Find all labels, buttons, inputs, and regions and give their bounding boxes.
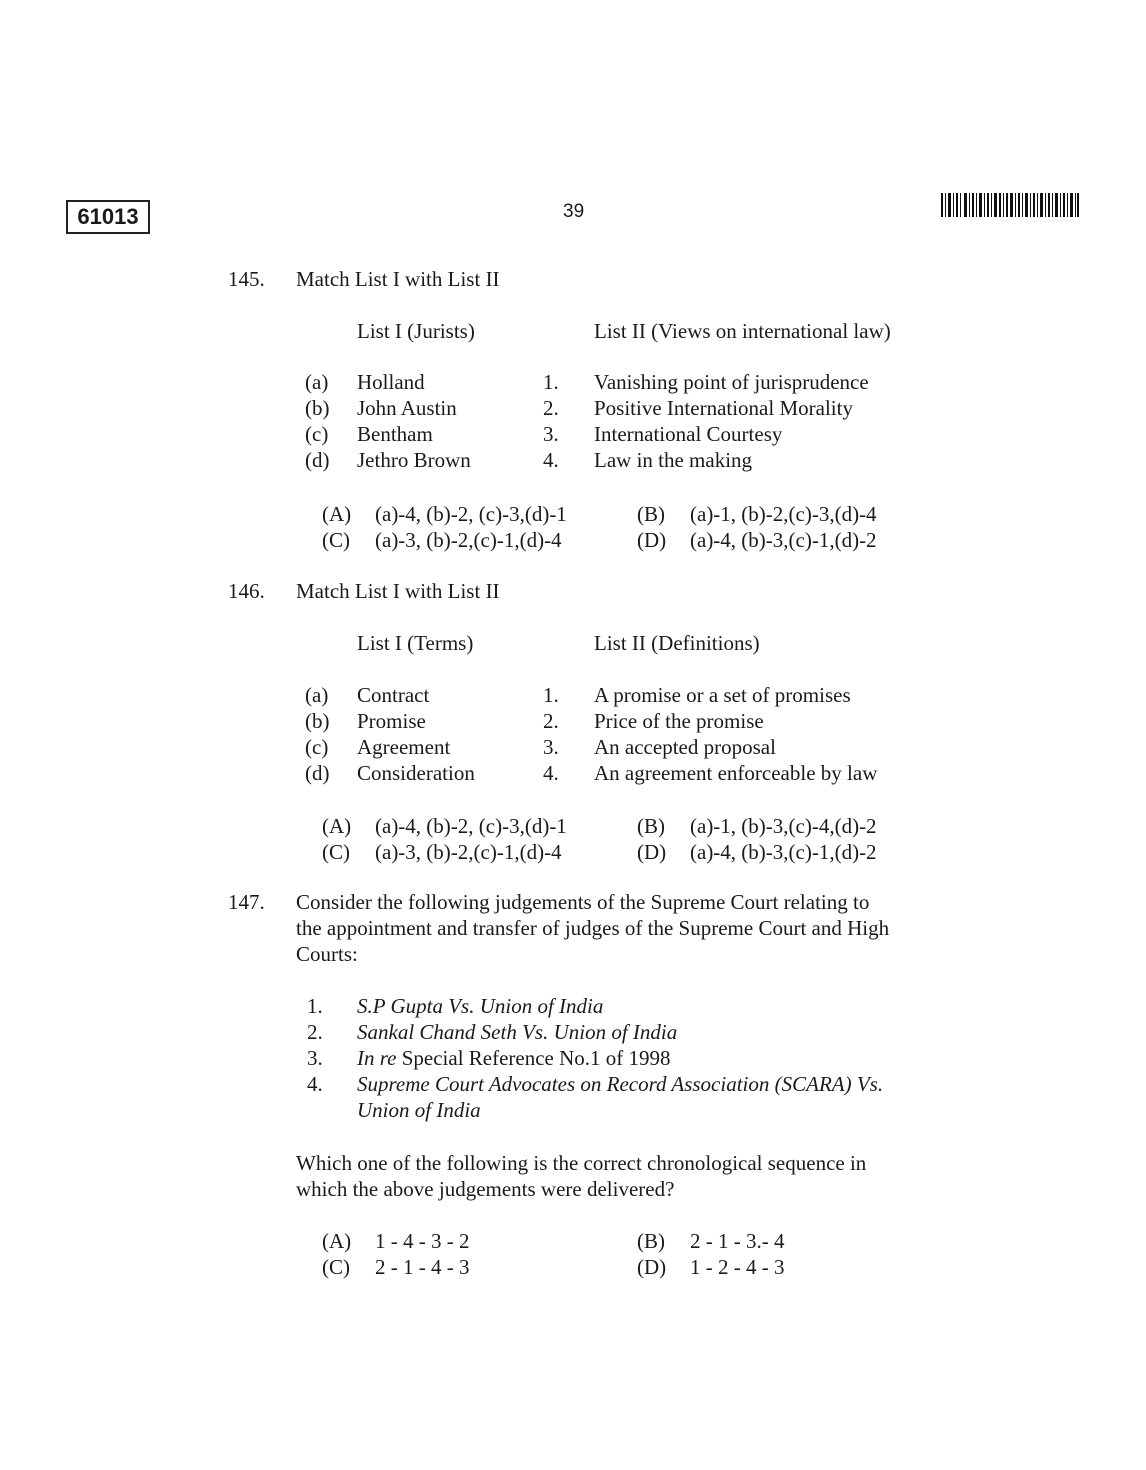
option-label: (D): [637, 840, 667, 864]
option-text: (a)-4, (b)-2, (c)-3,(d)-1: [375, 502, 567, 526]
row-term: Jethro Brown: [357, 448, 471, 472]
question-intro-line: Consider the following judgements of the Supreme Court relating to: [296, 890, 870, 914]
row-term: Bentham: [357, 422, 433, 446]
question-number: 146.: [228, 579, 265, 603]
row-definition: Positive International Morality: [594, 396, 853, 420]
question-number: 145.: [228, 267, 265, 291]
option-text: (a)-4, (b)-3,(c)-1,(d)-2: [690, 840, 877, 864]
option-label: (C): [322, 1255, 350, 1279]
row-definition: Vanishing point of jurisprudence: [594, 370, 869, 394]
row-term: Consideration: [357, 761, 475, 785]
option-text: (a)-1, (b)-2,(c)-3,(d)-4: [690, 502, 877, 526]
list-1-title: List I (Jurists): [357, 319, 475, 343]
item-number: 1.: [307, 994, 323, 1018]
question-prompt: Match List I with List II: [296, 579, 500, 603]
question-intro-line: Courts:: [296, 942, 358, 966]
list-2-title: List II (Definitions): [594, 631, 760, 655]
row-definition: A promise or a set of promises: [594, 683, 851, 707]
item-number: 3.: [307, 1046, 323, 1070]
paper-code: 61013: [66, 200, 150, 234]
option-text: (a)-1, (b)-3,(c)-4,(d)-2: [690, 814, 877, 838]
option-label: (B): [637, 502, 665, 526]
row-term: John Austin: [357, 396, 457, 420]
option-label: (C): [322, 840, 350, 864]
row-letter: (b): [305, 709, 330, 733]
row-term: Promise: [357, 709, 426, 733]
option-label: (A): [322, 1229, 352, 1253]
item-number: 2.: [307, 1020, 323, 1044]
option-text: 1 - 2 - 4 - 3: [690, 1255, 785, 1279]
row-term: Holland: [357, 370, 425, 394]
row-number: 3.: [543, 735, 559, 759]
option-text: 1 - 4 - 3 - 2: [375, 1229, 470, 1253]
option-text: (a)-3, (b)-2,(c)-1,(d)-4: [375, 528, 562, 552]
row-number: 1.: [543, 683, 559, 707]
option-text: (a)-3, (b)-2,(c)-1,(d)-4: [375, 840, 562, 864]
option-label: (A): [322, 502, 352, 526]
row-definition: An accepted proposal: [594, 735, 776, 759]
row-letter: (c): [305, 422, 329, 446]
row-letter: (c): [305, 735, 329, 759]
row-number: 4.: [543, 761, 559, 785]
row-definition: Law in the making: [594, 448, 753, 472]
judgement-item-rest: Special Reference No.1 of 1998: [396, 1046, 671, 1070]
row-definition: International Courtesy: [594, 422, 783, 446]
row-letter: (d): [305, 448, 330, 472]
barcode-icon: [941, 193, 1079, 217]
question-line: Which one of the following is the correct chronological sequence in: [296, 1151, 867, 1175]
option-label: (C): [322, 528, 350, 552]
question-prompt: Match List I with List II: [296, 267, 500, 291]
row-definition: An agreement enforceable by law: [594, 761, 878, 785]
row-number: 2.: [543, 709, 559, 733]
question-number: 147.: [228, 890, 265, 914]
judgement-item: S.P Gupta Vs. Union of India: [357, 994, 604, 1018]
option-label: (D): [637, 1255, 667, 1279]
question-line: which the above judgements were delivered?: [296, 1177, 675, 1201]
row-letter: (b): [305, 396, 330, 420]
list-2-title: List II (Views on international law): [594, 319, 891, 343]
row-number: 4.: [543, 448, 559, 472]
option-text: 2 - 1 - 4 - 3: [375, 1255, 470, 1279]
row-letter: (a): [305, 370, 329, 394]
row-number: 2.: [543, 396, 559, 420]
list-1-title: List I (Terms): [357, 631, 474, 655]
judgement-item: [357, 1045, 671, 1071]
judgement-item: Supreme Court Advocates on Record Association (SCARA) Vs.: [357, 1072, 884, 1096]
option-text: 2 - 1 - 3.- 4: [690, 1229, 785, 1253]
option-label: (D): [637, 528, 667, 552]
row-number: 1.: [543, 370, 559, 394]
question-intro-line: the appointment and transfer of judges of the Supreme Court and High: [296, 916, 890, 940]
row-term: Agreement: [357, 735, 451, 759]
row-term: Contract: [357, 683, 430, 707]
option-label: (B): [637, 814, 665, 838]
judgement-item-continued: Union of India: [357, 1098, 481, 1122]
row-letter: (d): [305, 761, 330, 785]
judgement-item-italic: In re: [357, 1046, 397, 1070]
option-label: (A): [322, 814, 352, 838]
option-label: (B): [637, 1229, 665, 1253]
item-number: 4.: [307, 1072, 323, 1096]
option-text: (a)-4, (b)-3,(c)-1,(d)-2: [690, 528, 877, 552]
row-definition: Price of the promise: [594, 709, 764, 733]
option-text: (a)-4, (b)-2, (c)-3,(d)-1: [375, 814, 567, 838]
judgement-item: Sankal Chand Seth Vs. Union of India: [357, 1020, 678, 1044]
row-letter: (a): [305, 683, 329, 707]
page-number: 39: [563, 201, 585, 222]
row-number: 3.: [543, 422, 559, 446]
